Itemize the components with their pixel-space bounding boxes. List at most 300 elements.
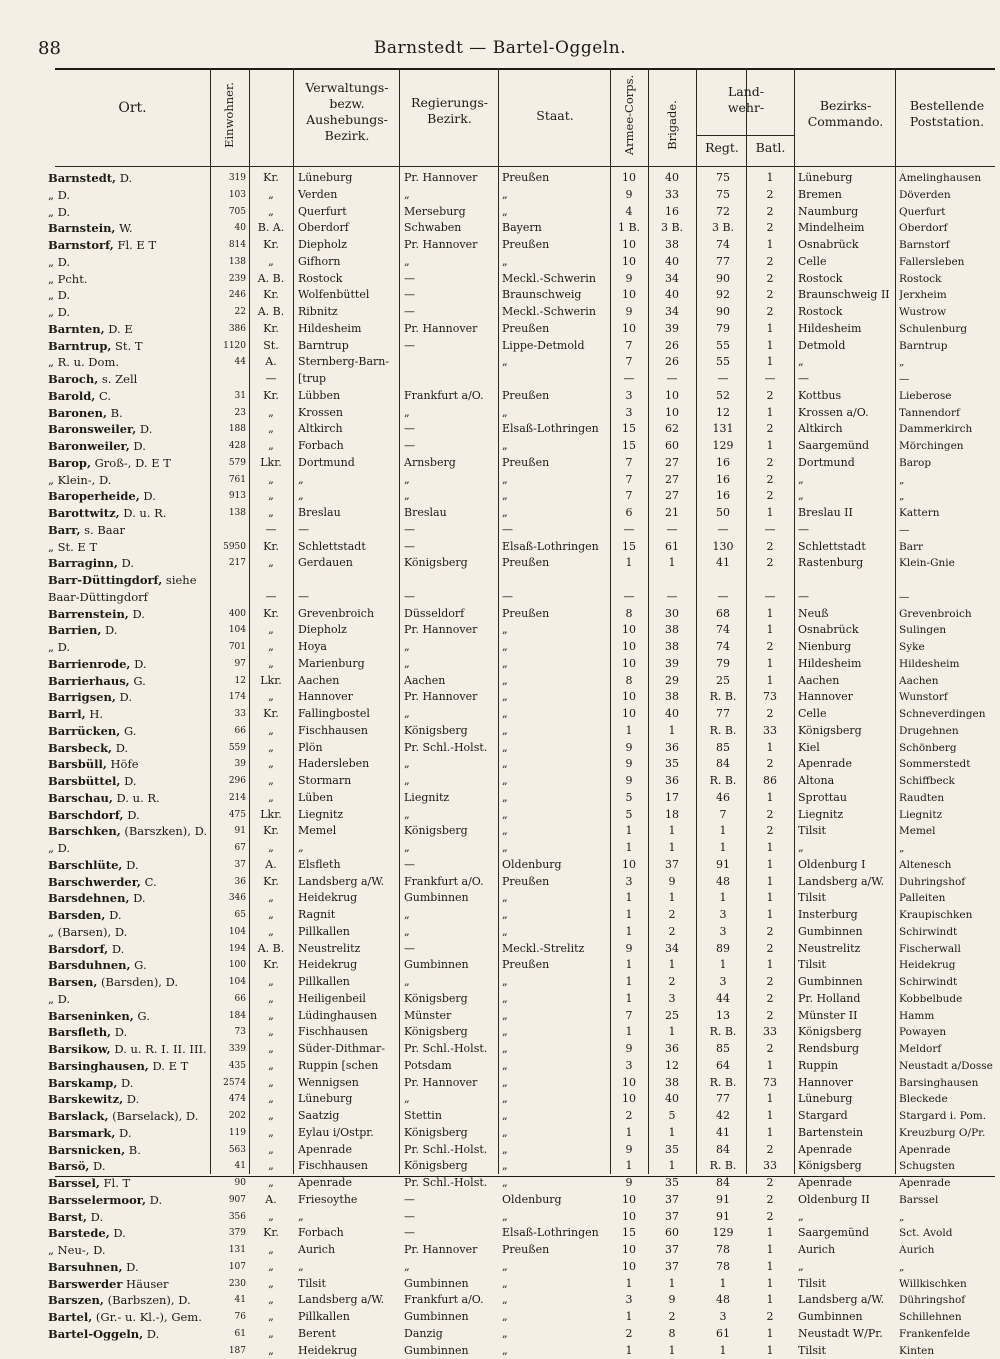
- cell-rg: 131: [700, 421, 746, 438]
- cell-post: Lieberose: [899, 388, 999, 405]
- cell-ak: 9: [614, 941, 644, 958]
- cell-cmd: Neustrelitz: [798, 941, 894, 958]
- cell-ort: [48, 522, 213, 539]
- cell-typ: „: [252, 1309, 290, 1326]
- cell-br: 62: [652, 421, 692, 438]
- cell-bt: 1: [750, 405, 790, 422]
- cell-post: Schugsten: [899, 1158, 999, 1175]
- cell-post: Grevenbroich: [899, 606, 999, 623]
- cell-bt: 1: [750, 890, 790, 907]
- cell-cmd: Lüneburg: [798, 1091, 894, 1108]
- cell-reg: „: [404, 656, 500, 673]
- cell-ort: [48, 1108, 213, 1125]
- cell-br: 1: [652, 957, 692, 974]
- cell-typ: A.: [252, 857, 290, 874]
- cell-bez: Heidekrug: [298, 890, 398, 907]
- cell-ew: 31: [212, 388, 246, 405]
- place-type: D.: [105, 908, 121, 922]
- cell-ort: [48, 740, 213, 757]
- cell-rg: R. B.: [700, 689, 746, 706]
- cell-typ: „: [252, 505, 290, 522]
- cell-rg: 74: [700, 639, 746, 656]
- place-type: s. Baar: [80, 523, 125, 537]
- cell-bez: Forbach: [298, 1225, 398, 1242]
- cell-br: —: [652, 371, 692, 388]
- place-name: Barnstorf,: [48, 238, 114, 252]
- cell-reg: —: [404, 421, 500, 438]
- cell-staat: „: [502, 1008, 612, 1025]
- cell-typ: „: [252, 1292, 290, 1309]
- place-type: Fl. T: [100, 1176, 130, 1190]
- cell-br: 37: [652, 1192, 692, 1209]
- table-row: [0, 505, 1000, 522]
- cell-cmd: Tilsit: [798, 1343, 894, 1359]
- table-row: [0, 807, 1000, 824]
- cell-staat: „: [502, 505, 612, 522]
- place-type: „ (Barsen), D.: [48, 925, 127, 939]
- place-type: W.: [115, 221, 132, 235]
- cell-ew: 428: [212, 438, 246, 455]
- cell-ak: 1: [614, 991, 644, 1008]
- cell-ew: 474: [212, 1091, 246, 1108]
- cell-bt: 73: [750, 1075, 790, 1092]
- cell-staat: Braunschweig: [502, 287, 612, 304]
- cell-reg: Schwaben: [404, 220, 500, 237]
- cell-staat: „: [502, 472, 612, 489]
- cell-typ: „: [252, 1209, 290, 1226]
- cell-post: Fischerwall: [899, 941, 999, 958]
- cell-staat: „: [502, 1309, 612, 1326]
- header-landwehr: Land- wehr-: [698, 84, 794, 116]
- cell-reg: „: [404, 488, 500, 505]
- cell-post: Kattern: [899, 505, 999, 522]
- cell-post: Powayen: [899, 1024, 999, 1041]
- cell-staat: „: [502, 740, 612, 757]
- cell-br: 2: [652, 974, 692, 991]
- cell-cmd: Rastenburg: [798, 555, 894, 572]
- cell-ak: 10: [614, 254, 644, 271]
- cell-ew: 73: [212, 1024, 246, 1041]
- cell-typ: Kr.: [252, 606, 290, 623]
- cell-ew: 39: [212, 756, 246, 773]
- cell-ort: [48, 723, 213, 740]
- place-name: Bartel,: [48, 1310, 92, 1324]
- place-type: D.: [130, 439, 146, 453]
- table-row: [0, 1276, 1000, 1293]
- table-row: [0, 321, 1000, 338]
- cell-ak: 10: [614, 622, 644, 639]
- cell-reg: Düsseldorf: [404, 606, 500, 623]
- cell-ew: 187: [212, 1343, 246, 1359]
- cell-typ: „: [252, 756, 290, 773]
- cell-staat: „: [502, 1259, 612, 1276]
- cell-ew: 194: [212, 941, 246, 958]
- cell-rg: 74: [700, 622, 746, 639]
- cell-ort: [48, 957, 213, 974]
- cell-br: 1: [652, 823, 692, 840]
- cell-post: Tannendorf: [899, 405, 999, 422]
- cell-ew: 246: [212, 287, 246, 304]
- cell-bt: 2: [750, 924, 790, 941]
- cell-typ: „: [252, 187, 290, 204]
- cell-ak: 1: [614, 974, 644, 991]
- cell-ak: 10: [614, 237, 644, 254]
- header-batl: Batl.: [747, 140, 794, 156]
- cell-cmd: Naumburg: [798, 204, 894, 221]
- cell-rg: 7: [700, 807, 746, 824]
- table-row: [0, 740, 1000, 757]
- cell-staat: „: [502, 187, 612, 204]
- cell-ort: [48, 220, 213, 237]
- cell-ak: 10: [614, 1242, 644, 1259]
- place-type: „ Pcht.: [48, 272, 87, 286]
- cell-ak: 1: [614, 1024, 644, 1041]
- cell-rg: 1: [700, 1343, 746, 1359]
- cell-rg: —: [700, 522, 746, 539]
- cell-ort: [48, 773, 213, 790]
- cell-bt: 1: [750, 857, 790, 874]
- cell-staat: „: [502, 354, 612, 371]
- cell-cmd: „: [798, 1209, 894, 1226]
- cell-post: Wunstorf: [899, 689, 999, 706]
- place-type: D. u. R.: [113, 791, 160, 805]
- table-row: [0, 1292, 1000, 1309]
- place-type: D. u. R. I. II. III.: [111, 1042, 207, 1056]
- cell-cmd: Insterburg: [798, 907, 894, 924]
- cell-post: Sct. Avold: [899, 1225, 999, 1242]
- place-type: D.: [110, 1226, 126, 1240]
- cell-ew: 202: [212, 1108, 246, 1125]
- cell-bt: 1: [750, 1276, 790, 1293]
- cell-post: Döverden: [899, 187, 999, 204]
- cell-rg: —: [700, 371, 746, 388]
- cell-rg: 50: [700, 505, 746, 522]
- cell-bt: 1: [750, 237, 790, 254]
- cell-reg: Pr. Schl.-Holst.: [404, 1041, 500, 1058]
- cell-cmd: Saargemünd: [798, 1225, 894, 1242]
- cell-ew: 131: [212, 1242, 246, 1259]
- table-row: [0, 773, 1000, 790]
- cell-staat: „: [502, 1209, 612, 1226]
- cell-bt: —: [750, 589, 790, 606]
- cell-typ: „: [252, 1242, 290, 1259]
- cell-typ: St.: [252, 338, 290, 355]
- cell-rg: 44: [700, 991, 746, 1008]
- cell-ew: 100: [212, 957, 246, 974]
- cell-staat: Lippe-Detmold: [502, 338, 612, 355]
- cell-cmd: Celle: [798, 254, 894, 271]
- cell-typ: —: [252, 371, 290, 388]
- cell-bt: —: [750, 371, 790, 388]
- place-type: D.: [112, 741, 128, 755]
- place-type: D. E: [105, 322, 133, 336]
- cell-typ: „: [252, 907, 290, 924]
- cell-br: 60: [652, 438, 692, 455]
- cell-staat: „: [502, 1108, 612, 1125]
- cell-bt: 2: [750, 823, 790, 840]
- cell-ak: 10: [614, 1192, 644, 1209]
- table-row: [0, 756, 1000, 773]
- cell-post: Bleckede: [899, 1091, 999, 1108]
- cell-ort: [48, 271, 213, 288]
- cell-typ: „: [252, 438, 290, 455]
- cell-bez: Verden: [298, 187, 398, 204]
- cell-bez: Barntrup: [298, 338, 398, 355]
- cell-reg: Gumbinnen: [404, 1276, 500, 1293]
- table-row: [0, 1108, 1000, 1125]
- cell-ort: [48, 1242, 213, 1259]
- cell-bez: Dortmund: [298, 455, 398, 472]
- cell-ak: 8: [614, 673, 644, 690]
- header-verwaltung: Verwaltungs- bezw. Aushebungs- Bezirk.: [295, 80, 399, 144]
- cell-ew: 104: [212, 924, 246, 941]
- cell-bez: Hoya: [298, 639, 398, 656]
- cell-br: 38: [652, 622, 692, 639]
- cell-typ: „: [252, 488, 290, 505]
- cell-ort: [48, 488, 213, 505]
- cell-ort: [48, 1192, 213, 1209]
- cell-rg: 129: [700, 438, 746, 455]
- cell-typ: „: [252, 1276, 290, 1293]
- cell-ew: 12: [212, 673, 246, 690]
- cell-staat: „: [502, 622, 612, 639]
- cell-rg: 91: [700, 1209, 746, 1226]
- cell-staat: „: [502, 673, 612, 690]
- table-row: [0, 706, 1000, 723]
- place-type: Baar-Düttingdorf: [48, 590, 148, 604]
- cell-bt: 33: [750, 1024, 790, 1041]
- cell-rg: 91: [700, 857, 746, 874]
- cell-reg: „: [404, 773, 500, 790]
- cell-rg: 85: [700, 1041, 746, 1058]
- place-name: Barschau,: [48, 791, 113, 805]
- cell-post: Drugehnen: [899, 723, 999, 740]
- place-type: B.: [107, 406, 123, 420]
- cell-cmd: Altkirch: [798, 421, 894, 438]
- place-type: G.: [130, 674, 146, 688]
- place-type: C.: [141, 875, 157, 889]
- cell-bt: 2: [750, 1175, 790, 1192]
- cell-post: Sulingen: [899, 622, 999, 639]
- cell-ort: [48, 1259, 213, 1276]
- cell-bt: 1: [750, 1225, 790, 1242]
- cell-cmd: —: [798, 522, 894, 539]
- cell-ew: 907: [212, 1192, 246, 1209]
- cell-ak: 15: [614, 539, 644, 556]
- cell-bt: 1: [750, 338, 790, 355]
- cell-ew: 761: [212, 472, 246, 489]
- cell-bez: Oberdorf: [298, 220, 398, 237]
- cell-ort: [48, 1041, 213, 1058]
- cell-rg: 1: [700, 890, 746, 907]
- cell-bez: Apenrade: [298, 1142, 398, 1159]
- cell-ew: 435: [212, 1058, 246, 1075]
- table-row: [0, 941, 1000, 958]
- cell-reg: Merseburg: [404, 204, 500, 221]
- cell-br: 37: [652, 1242, 692, 1259]
- cell-rg: 48: [700, 1292, 746, 1309]
- cell-staat: „: [502, 890, 612, 907]
- cell-reg: —: [404, 338, 500, 355]
- cell-ort: [48, 472, 213, 489]
- place-name: Barszen,: [48, 1293, 104, 1307]
- cell-typ: „: [252, 1343, 290, 1359]
- cell-staat: „: [502, 689, 612, 706]
- cell-staat: „: [502, 723, 612, 740]
- cell-ort: [48, 338, 213, 355]
- cell-post: Barssel: [899, 1192, 999, 1209]
- place-type: „ D.: [48, 305, 70, 319]
- cell-ew: 66: [212, 723, 246, 740]
- cell-reg: Königsberg: [404, 723, 500, 740]
- cell-cmd: Oldenburg I: [798, 857, 894, 874]
- cell-br: 37: [652, 1209, 692, 1226]
- cell-bez: Neustrelitz: [298, 941, 398, 958]
- place-type: „ St. E T: [48, 540, 97, 554]
- cell-bt: 2: [750, 187, 790, 204]
- place-name: Barsfleth,: [48, 1025, 111, 1039]
- cell-bt: 1: [750, 354, 790, 371]
- cell-ak: 7: [614, 488, 644, 505]
- cell-bt: 1: [750, 957, 790, 974]
- cell-rg: 72: [700, 204, 746, 221]
- cell-cmd: „: [798, 472, 894, 489]
- cell-rg: 130: [700, 539, 746, 556]
- cell-reg: Breslau: [404, 505, 500, 522]
- cell-br: 39: [652, 656, 692, 673]
- place-type: D. u. R.: [120, 506, 167, 520]
- cell-bt: 1: [750, 1343, 790, 1359]
- cell-reg: „: [404, 1091, 500, 1108]
- cell-ak: 10: [614, 689, 644, 706]
- cell-reg: Münster: [404, 1008, 500, 1025]
- cell-staat: Preußen: [502, 606, 612, 623]
- cell-rg: 84: [700, 756, 746, 773]
- cell-ew: 579: [212, 455, 246, 472]
- cell-ew: 563: [212, 1142, 246, 1159]
- cell-staat: Preußen: [502, 555, 612, 572]
- cell-bez: Fallingbostel: [298, 706, 398, 723]
- cell-bt: 2: [750, 1041, 790, 1058]
- cell-ak: 1: [614, 1309, 644, 1326]
- cell-br: 39: [652, 321, 692, 338]
- cell-staat: „: [502, 1292, 612, 1309]
- cell-ort: [48, 1309, 213, 1326]
- cell-ew: 65: [212, 907, 246, 924]
- cell-br: 1: [652, 1158, 692, 1175]
- table-row: [0, 790, 1000, 807]
- cell-cmd: Neustadt W/Pr.: [798, 1326, 894, 1343]
- cell-cmd: —: [798, 589, 894, 606]
- cell-rg: 68: [700, 606, 746, 623]
- cell-post: Duhringshof: [899, 874, 999, 891]
- cell-bez: Stormarn: [298, 773, 398, 790]
- place-name: Baronen,: [48, 406, 107, 420]
- cell-ak: 5: [614, 790, 644, 807]
- cell-rg: 3 B.: [700, 220, 746, 237]
- cell-rg: 3: [700, 924, 746, 941]
- cell-ew: 705: [212, 204, 246, 221]
- cell-bt: 2: [750, 706, 790, 723]
- cell-br: 61: [652, 539, 692, 556]
- cell-post: Kinten: [899, 1343, 999, 1359]
- place-name: Barrl,: [48, 707, 86, 721]
- cell-ak: 1: [614, 555, 644, 572]
- place-name: Barskamp,: [48, 1076, 117, 1090]
- cell-br: 37: [652, 1259, 692, 1276]
- cell-ort: [48, 405, 213, 422]
- cell-reg: Pr. Schl.-Holst.: [404, 740, 500, 757]
- cell-ort: [48, 170, 213, 187]
- cell-ak: 7: [614, 354, 644, 371]
- cell-bt: 2: [750, 271, 790, 288]
- cell-reg: —: [404, 1192, 500, 1209]
- cell-ew: 1120: [212, 338, 246, 355]
- place-name: Barschlüte,: [48, 858, 122, 872]
- cell-staat: „: [502, 1125, 612, 1142]
- place-name: Barsdorf,: [48, 942, 108, 956]
- cell-ak: —: [614, 371, 644, 388]
- cell-reg: Königsberg: [404, 1158, 500, 1175]
- cell-br: 38: [652, 689, 692, 706]
- cell-staat: „: [502, 1058, 612, 1075]
- table-row: [0, 991, 1000, 1008]
- cell-ort: [48, 874, 213, 891]
- cell-reg: Frankfurt a/O.: [404, 388, 500, 405]
- cell-ort: [48, 890, 213, 907]
- cell-ort: [48, 639, 213, 656]
- cell-rg: 12: [700, 405, 746, 422]
- place-type: D.: [136, 422, 152, 436]
- place-name: Barsmark,: [48, 1126, 115, 1140]
- cell-rg: 77: [700, 1091, 746, 1108]
- cell-br: 25: [652, 1008, 692, 1025]
- table-row: [0, 1075, 1000, 1092]
- cell-reg: Gumbinnen: [404, 1309, 500, 1326]
- place-name: Barottwitz,: [48, 506, 120, 520]
- cell-cmd: Mindelheim: [798, 220, 894, 237]
- cell-post: Sommerstedt: [899, 756, 999, 773]
- cell-ort: [48, 807, 213, 824]
- cell-ak: 9: [614, 773, 644, 790]
- cell-cmd: Saargemünd: [798, 438, 894, 455]
- cell-bez: —: [298, 589, 398, 606]
- cell-cmd: Aurich: [798, 1242, 894, 1259]
- cell-staat: Elsaß-Lothringen: [502, 421, 612, 438]
- cell-br: 29: [652, 673, 692, 690]
- cell-ak: 1: [614, 723, 644, 740]
- cell-ak: 7: [614, 338, 644, 355]
- cell-rg: 42: [700, 1108, 746, 1125]
- table-row: [0, 656, 1000, 673]
- cell-rg: 75: [700, 170, 746, 187]
- cell-post: Jerxheim: [899, 287, 999, 304]
- cell-bez: Lübben: [298, 388, 398, 405]
- cell-staat: Preußen: [502, 237, 612, 254]
- table-row: [0, 1024, 1000, 1041]
- cell-ak: 10: [614, 321, 644, 338]
- table-row: [0, 187, 1000, 204]
- table-row: [0, 254, 1000, 271]
- cell-post: —: [899, 589, 999, 606]
- cell-typ: „: [252, 1125, 290, 1142]
- place-name: Barsden,: [48, 908, 105, 922]
- cell-br: 40: [652, 1091, 692, 1108]
- cell-post: Kreuzburg O/Pr.: [899, 1125, 999, 1142]
- cell-bez: Heidekrug: [298, 957, 398, 974]
- cell-bt: 2: [750, 1008, 790, 1025]
- table-row: [0, 957, 1000, 974]
